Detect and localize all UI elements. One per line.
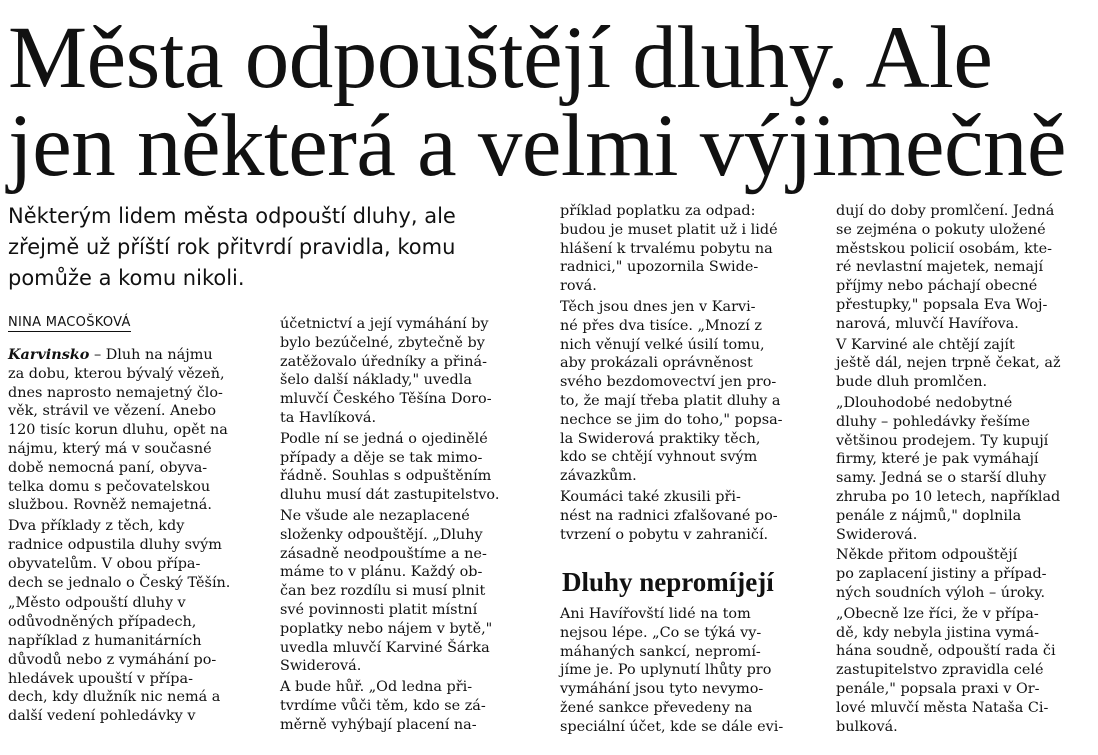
paragraph: Ani Havířovští lidé na tom nejsou lépe. „Co se týká vy- máhaných sankcí, nepromí- jíme je. Po uplynutí lhůty pro vymáhání jsou tyto nevymo- žené sankce převedeny na speciální účet, kde se dále evi- [560,606,784,735]
lead-line: zřejmě už příští rok přitvrdí pravidla, komu [8,235,456,259]
headline-line-1: Města odpouštějí dluhy. Ale [8,9,993,107]
paragraph: V Karviné ale chtějí zajít ještě dál, nejen trpně čekat, až bude dluh promlčen. [836,336,1061,391]
paragraph: Někde přitom odpouštějí po zaplacení jistiny a případ- ných soudních výloh – úroky. [836,547,1047,601]
lead-paragraph [8,201,548,294]
paragraph: A bude hůř. „Od ledna při- tvrdíme vůči těm, kdo se zá- měrně vyhýbají placení na- [280,679,486,733]
paragraph: Dva příklady z těch, kdy radnice odpustila dluhy svým obyvatelům. V obou přípa- dech se jednalo o Český Těšín. [8,518,231,591]
paragraph: účetnictví a její vymáhání by bylo bezúčelné, zbytečně by zatěžovalo úředníky a přiná- šelo další náklady," uvedla mluvčí Českého Těšína Doro- ta Havlíková. [280,316,492,426]
article-column-4 [836,202,1096,736]
paragraph: „Dlouhodobé nedobytné dluhy – pohledávky řešíme většinou prodejem. Ty kupují firmy, které je pak vymáhají samy. Jedná se o starší dluhy zhruba po 10 letech, například penále z nájmů," doplnila Swiderová. [836,394,1061,543]
paragraph: Ne všude ale nezaplacené složenky odpouštějí. „Dluhy zásadně neodpouštíme a ne- máme to v plánu. Každý ob- čan bez rozdílu si musí plnit své povinnosti platit místní poplatky nebo nájem v bytě," uvedla mluvčí Karviné Šárka Swiderová. [280,507,493,675]
paragraph: Těch jsou dnes jen v Karvi- né přes dva tisíce. „Mnozí z nich věnují velké úsilí tomu, aby prokázali oprávněnost svého bezdomovectví jen pro- to, že mají třeba platit dluhy a nechce se jim do toho," popsa- la Swiderová praktiky těch, kdo se chtějí vyhnout svým závazkům. [560,298,783,485]
headline [8,9,1094,195]
paragraph: „Město odpouští dluhy v odůvodněných případech, například z humanitárních důvodů nebo z vymáhání po- hledávek upouští v přípa- dech, kdy dlužník nic nemá a další vedení pohledávky v [8,595,221,725]
article-column-3 [560,202,816,544]
article-column-2 [280,315,542,735]
paragraph: Karvinsko – Dluh na nájmu za dobu, kterou bývalý vězeň, dnes naprosto nemajetný člo- věk, strávil ve vězení. Anebo 120 tisíc korun dluhu, opět na nájmu, který má v současné době nemocná paní, obyva- telka domu s pečovatelskou službou. Rovněž nemajetná. [8,346,228,514]
paragraph: příklad poplatku za odpad: budou je muset platit už i lidé hlášení k trvalému pobytu na radnici," upozornila Swide- rová. [560,203,778,295]
paragraph: dují do doby promlčení. Jedná se zejména o pokuty uložené městskou policií osobám, kte- ré nevlastní majetek, nemají příjmy nebo páchají obecné přestupky," popsala Eva Woj- narová, mluvčí Havířova. [836,203,1055,332]
lead-line: Některým lidem města odpouští dluhy, ale [8,204,456,228]
section-subheading: Dluhy nepromíjejí [562,567,774,597]
paragraph: Podle ní se jedná o ojedinělé případy a děje se tak mimo- řádně. Souhlas s odpuštěním dluhu musí dát zastupitelstvo. [280,430,500,504]
headline-line-2: jen některá a velmi výjimečně [8,97,1066,195]
lead-line: pomůže a komu nikoli. [8,266,245,290]
dateline: Karvinsko [8,346,90,363]
article-column-3-lower [560,605,816,737]
author-byline: NINA MACOŠKOVÁ [8,315,131,330]
article-column-1 [8,346,262,726]
paragraph: Koumáci také zkusili při- nést na radnici zfalšované po- tvrzení o pobytu v zahraničí. [560,488,778,543]
paragraph: „Obecně lze říci, že v přípa- dě, kdy nebyla jistina vymá- hána soudně, odpouští rada či zastupitelstvo zpravidla celé penále," popsala praxi v Or- lové mluvčí města Nataša Ci- bulková. [836,605,1056,735]
